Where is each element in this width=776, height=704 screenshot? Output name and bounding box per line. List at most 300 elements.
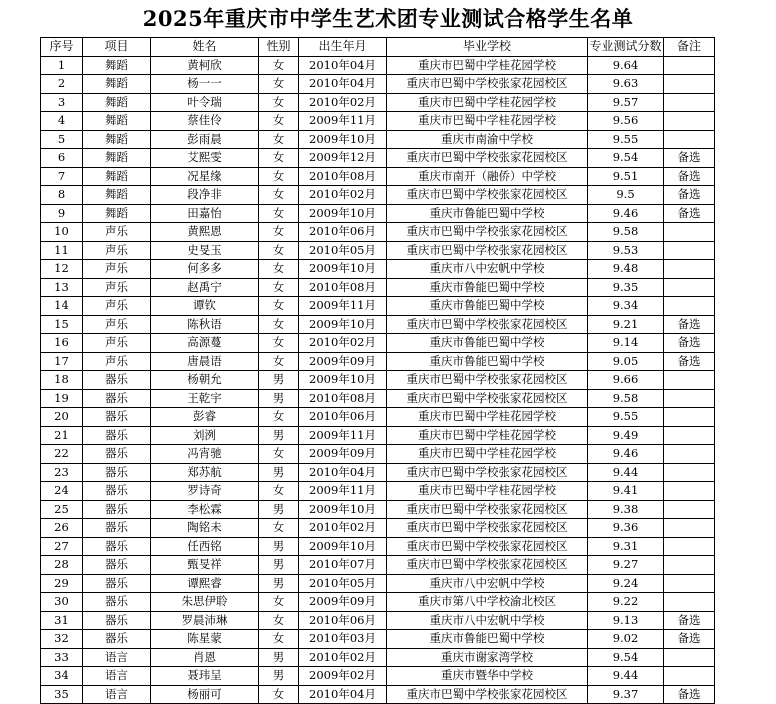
cell-number: 21: [41, 426, 83, 445]
cell-name: 黄熙恩: [151, 223, 259, 242]
document-title: 2025年重庆市中学生艺术团专业测试合格学生名单: [142, 6, 634, 31]
cell-note: 备选: [664, 315, 715, 334]
cell-gender: 女: [259, 93, 299, 112]
cell-note: 备选: [664, 685, 715, 704]
cell-gender: 女: [259, 260, 299, 279]
cell-note: [664, 463, 715, 482]
cell-number: 1: [41, 56, 83, 75]
cell-birth: 2010年05月: [299, 241, 387, 260]
table-row: [41, 685, 715, 704]
cell-score: 9.5: [588, 186, 664, 205]
cell-gender: 男: [259, 426, 299, 445]
cell-number: 11: [41, 241, 83, 260]
table-row: [41, 445, 715, 464]
table-row: [41, 500, 715, 519]
cell-number: 15: [41, 315, 83, 334]
table-row: [41, 56, 715, 75]
cell-number: 35: [41, 685, 83, 704]
cell-score: 9.44: [588, 667, 664, 686]
cell-gender: 女: [259, 167, 299, 186]
cell-school: 重庆市巴蜀中学校张家花园校区: [387, 186, 588, 205]
cell-school: 重庆市巴蜀中学桂花园学校: [387, 482, 588, 501]
cell-gender: 女: [259, 56, 299, 75]
table-row: [41, 537, 715, 556]
cell-item: 声乐: [83, 334, 151, 353]
cell-name: 朱思伊聆: [151, 593, 259, 612]
cell-birth: 2010年05月: [299, 574, 387, 593]
cell-score: 9.55: [588, 408, 664, 427]
cell-number: 5: [41, 130, 83, 149]
cell-school: 重庆市鲁能巴蜀中学校: [387, 204, 588, 223]
cell-note: [664, 56, 715, 75]
cell-number: 23: [41, 463, 83, 482]
cell-gender: 女: [259, 593, 299, 612]
cell-score: 9.66: [588, 371, 664, 390]
cell-number: 31: [41, 611, 83, 630]
cell-name: 甄旻祥: [151, 556, 259, 575]
cell-name: 任西铭: [151, 537, 259, 556]
cell-school: 重庆市巴蜀中学校张家花园校区: [387, 389, 588, 408]
table-row: [41, 75, 715, 94]
cell-number: 6: [41, 149, 83, 168]
cell-note: [664, 241, 715, 260]
cell-name: 彭睿: [151, 408, 259, 427]
cell-school: 重庆市第八中学校渝北校区: [387, 593, 588, 612]
cell-score: 9.35: [588, 278, 664, 297]
cell-score: 9.46: [588, 204, 664, 223]
cell-school: 重庆市八中宏帆中学校: [387, 611, 588, 630]
cell-name: 杨一一: [151, 75, 259, 94]
cell-number: 25: [41, 500, 83, 519]
cell-name: 赵禹宁: [151, 278, 259, 297]
table-row: [41, 593, 715, 612]
cell-gender: 男: [259, 667, 299, 686]
cell-number: 10: [41, 223, 83, 242]
cell-item: 器乐: [83, 371, 151, 390]
cell-item: 器乐: [83, 463, 151, 482]
roster-table: [40, 37, 715, 704]
cell-score: 9.55: [588, 130, 664, 149]
cell-birth: 2009年11月: [299, 297, 387, 316]
cell-item: 舞蹈: [83, 56, 151, 75]
cell-item: 器乐: [83, 537, 151, 556]
cell-item: 舞蹈: [83, 167, 151, 186]
table-row: [41, 112, 715, 131]
cell-number: 2: [41, 75, 83, 94]
cell-score: 9.24: [588, 574, 664, 593]
cell-item: 器乐: [83, 593, 151, 612]
cell-name: 史旻玉: [151, 241, 259, 260]
cell-note: [664, 278, 715, 297]
cell-number: 28: [41, 556, 83, 575]
cell-item: 器乐: [83, 574, 151, 593]
cell-note: [664, 371, 715, 390]
cell-number: 3: [41, 93, 83, 112]
cell-number: 24: [41, 482, 83, 501]
table-body: [41, 56, 715, 704]
table-row: [41, 463, 715, 482]
cell-item: 声乐: [83, 352, 151, 371]
cell-gender: 男: [259, 574, 299, 593]
cell-birth: 2010年08月: [299, 278, 387, 297]
cell-note: 备选: [664, 186, 715, 205]
cell-name: 况星缘: [151, 167, 259, 186]
column-header-name: 姓名: [151, 38, 259, 57]
table-row: [41, 648, 715, 667]
cell-gender: 女: [259, 519, 299, 538]
cell-note: [664, 389, 715, 408]
table-row: [41, 352, 715, 371]
cell-name: 陈星蒙: [151, 630, 259, 649]
cell-number: 17: [41, 352, 83, 371]
cell-score: 9.49: [588, 426, 664, 445]
cell-score: 9.64: [588, 56, 664, 75]
cell-gender: 男: [259, 389, 299, 408]
cell-score: 9.54: [588, 648, 664, 667]
cell-score: 9.34: [588, 297, 664, 316]
cell-item: 声乐: [83, 278, 151, 297]
table-row: [41, 574, 715, 593]
cell-birth: 2009年10月: [299, 204, 387, 223]
cell-score: 9.05: [588, 352, 664, 371]
cell-name: 陶铭未: [151, 519, 259, 538]
cell-score: 9.56: [588, 112, 664, 131]
cell-score: 9.58: [588, 389, 664, 408]
cell-note: 备选: [664, 630, 715, 649]
cell-note: [664, 519, 715, 538]
cell-gender: 女: [259, 186, 299, 205]
table-row: [41, 260, 715, 279]
table-row: [41, 371, 715, 390]
cell-birth: 2010年03月: [299, 630, 387, 649]
cell-item: 舞蹈: [83, 93, 151, 112]
cell-note: 备选: [664, 149, 715, 168]
cell-gender: 女: [259, 278, 299, 297]
cell-school: 重庆市巴蜀中学校张家花园校区: [387, 463, 588, 482]
cell-birth: 2010年04月: [299, 463, 387, 482]
cell-school: 重庆市巴蜀中学桂花园学校: [387, 426, 588, 445]
cell-name: 黄柯欣: [151, 56, 259, 75]
cell-school: 重庆市巴蜀中学校张家花园校区: [387, 223, 588, 242]
cell-gender: 男: [259, 648, 299, 667]
cell-birth: 2009年09月: [299, 445, 387, 464]
cell-note: [664, 556, 715, 575]
cell-item: 舞蹈: [83, 130, 151, 149]
cell-note: [664, 500, 715, 519]
cell-school: 重庆市鲁能巴蜀中学校: [387, 352, 588, 371]
cell-birth: 2009年11月: [299, 482, 387, 501]
cell-number: 22: [41, 445, 83, 464]
cell-name: 冯宵驰: [151, 445, 259, 464]
cell-school: 重庆市八中宏帆中学校: [387, 574, 588, 593]
table-row: [41, 426, 715, 445]
cell-item: 声乐: [83, 260, 151, 279]
cell-number: 9: [41, 204, 83, 223]
table-row: [41, 630, 715, 649]
cell-note: [664, 482, 715, 501]
cell-number: 14: [41, 297, 83, 316]
cell-gender: 女: [259, 445, 299, 464]
cell-birth: 2009年10月: [299, 130, 387, 149]
table-row: [41, 93, 715, 112]
cell-note: [664, 130, 715, 149]
cell-gender: 女: [259, 130, 299, 149]
column-header-score: 专业测试分数: [588, 38, 664, 57]
cell-name: 肖恩: [151, 648, 259, 667]
cell-note: [664, 112, 715, 131]
cell-note: 备选: [664, 352, 715, 371]
cell-number: 13: [41, 278, 83, 297]
cell-number: 29: [41, 574, 83, 593]
cell-score: 9.51: [588, 167, 664, 186]
cell-birth: 2009年02月: [299, 667, 387, 686]
cell-note: 备选: [664, 204, 715, 223]
cell-gender: 男: [259, 371, 299, 390]
cell-note: [664, 297, 715, 316]
cell-score: 9.27: [588, 556, 664, 575]
cell-name: 杨丽可: [151, 685, 259, 704]
cell-birth: 2010年04月: [299, 685, 387, 704]
cell-birth: 2010年06月: [299, 223, 387, 242]
cell-birth: 2009年10月: [299, 537, 387, 556]
cell-note: [664, 445, 715, 464]
cell-item: 器乐: [83, 500, 151, 519]
cell-score: 9.21: [588, 315, 664, 334]
cell-number: 27: [41, 537, 83, 556]
cell-score: 9.46: [588, 445, 664, 464]
cell-item: 舞蹈: [83, 75, 151, 94]
cell-gender: 女: [259, 223, 299, 242]
cell-item: 舞蹈: [83, 149, 151, 168]
table-row: [41, 278, 715, 297]
table-row: [41, 519, 715, 538]
cell-item: 声乐: [83, 315, 151, 334]
cell-score: 9.48: [588, 260, 664, 279]
cell-school: 重庆市巴蜀中学校张家花园校区: [387, 519, 588, 538]
cell-score: 9.14: [588, 334, 664, 353]
cell-note: [664, 648, 715, 667]
cell-birth: 2009年10月: [299, 260, 387, 279]
cell-item: 器乐: [83, 630, 151, 649]
cell-birth: 2010年06月: [299, 408, 387, 427]
cell-school: 重庆市巴蜀中学校张家花园校区: [387, 371, 588, 390]
cell-name: 聂玮呈: [151, 667, 259, 686]
cell-name: 谭钦: [151, 297, 259, 316]
cell-school: 重庆市鲁能巴蜀中学校: [387, 297, 588, 316]
cell-birth: 2010年02月: [299, 648, 387, 667]
cell-gender: 女: [259, 241, 299, 260]
table-header-row: [41, 38, 715, 57]
cell-school: 重庆市巴蜀中学校张家花园校区: [387, 556, 588, 575]
cell-item: 器乐: [83, 611, 151, 630]
cell-birth: 2010年02月: [299, 93, 387, 112]
cell-item: 舞蹈: [83, 112, 151, 131]
cell-school: 重庆市南渝中学校: [387, 130, 588, 149]
cell-item: 器乐: [83, 482, 151, 501]
cell-gender: 女: [259, 630, 299, 649]
table-row: [41, 149, 715, 168]
cell-score: 9.22: [588, 593, 664, 612]
table-row: [41, 130, 715, 149]
cell-number: 16: [41, 334, 83, 353]
cell-school: 重庆市巴蜀中学桂花园学校: [387, 445, 588, 464]
cell-birth: 2009年11月: [299, 426, 387, 445]
table-row: [41, 315, 715, 334]
cell-birth: 2009年09月: [299, 593, 387, 612]
cell-birth: 2009年11月: [299, 112, 387, 131]
cell-name: 郑苏航: [151, 463, 259, 482]
cell-item: 语言: [83, 648, 151, 667]
cell-number: 4: [41, 112, 83, 131]
cell-item: 声乐: [83, 297, 151, 316]
cell-gender: 男: [259, 556, 299, 575]
cell-gender: 女: [259, 611, 299, 630]
cell-note: [664, 667, 715, 686]
cell-number: 34: [41, 667, 83, 686]
cell-birth: 2010年07月: [299, 556, 387, 575]
cell-item: 舞蹈: [83, 186, 151, 205]
cell-school: 重庆市巴蜀中学校张家花园校区: [387, 149, 588, 168]
table-row: [41, 204, 715, 223]
cell-gender: 男: [259, 537, 299, 556]
table-row: [41, 389, 715, 408]
cell-gender: 女: [259, 685, 299, 704]
cell-score: 9.13: [588, 611, 664, 630]
cell-score: 9.53: [588, 241, 664, 260]
column-header-number: 序号: [41, 38, 83, 57]
table-row: [41, 223, 715, 242]
column-header-note: 备注: [664, 38, 715, 57]
cell-birth: 2010年08月: [299, 167, 387, 186]
cell-name: 叶令瑞: [151, 93, 259, 112]
table-row: [41, 334, 715, 353]
cell-item: 舞蹈: [83, 204, 151, 223]
cell-school: 重庆市巴蜀中学校张家花园校区: [387, 75, 588, 94]
cell-school: 重庆市巴蜀中学桂花园学校: [387, 56, 588, 75]
cell-note: [664, 537, 715, 556]
cell-name: 彭雨晨: [151, 130, 259, 149]
cell-number: 30: [41, 593, 83, 612]
cell-item: 器乐: [83, 389, 151, 408]
cell-school: 重庆市南开（融侨）中学校: [387, 167, 588, 186]
cell-gender: 女: [259, 408, 299, 427]
cell-school: 重庆市鲁能巴蜀中学校: [387, 630, 588, 649]
cell-name: 罗诗奇: [151, 482, 259, 501]
cell-number: 19: [41, 389, 83, 408]
cell-item: 声乐: [83, 241, 151, 260]
table-row: [41, 186, 715, 205]
table-row: [41, 297, 715, 316]
cell-score: 9.57: [588, 93, 664, 112]
cell-birth: 2010年04月: [299, 56, 387, 75]
cell-school: 重庆市巴蜀中学校张家花园校区: [387, 500, 588, 519]
cell-note: 备选: [664, 611, 715, 630]
cell-birth: 2010年08月: [299, 389, 387, 408]
cell-gender: 女: [259, 149, 299, 168]
cell-school: 重庆市鲁能巴蜀中学校: [387, 278, 588, 297]
cell-number: 20: [41, 408, 83, 427]
cell-school: 重庆市谢家湾学校: [387, 648, 588, 667]
cell-gender: 女: [259, 75, 299, 94]
cell-score: 9.44: [588, 463, 664, 482]
table-row: [41, 408, 715, 427]
cell-score: 9.41: [588, 482, 664, 501]
cell-number: 8: [41, 186, 83, 205]
cell-birth: 2009年12月: [299, 149, 387, 168]
cell-school: 重庆市八中宏帆中学校: [387, 260, 588, 279]
column-header-gender: 性别: [259, 38, 299, 57]
cell-birth: 2010年02月: [299, 334, 387, 353]
table-row: [41, 556, 715, 575]
column-header-birth: 出生年月: [299, 38, 387, 57]
cell-score: 9.58: [588, 223, 664, 242]
cell-name: 高源蔓: [151, 334, 259, 353]
cell-item: 器乐: [83, 426, 151, 445]
cell-name: 蔡佳伶: [151, 112, 259, 131]
table-row: [41, 611, 715, 630]
cell-name: 段净非: [151, 186, 259, 205]
cell-item: 器乐: [83, 445, 151, 464]
cell-score: 9.31: [588, 537, 664, 556]
cell-item: 语言: [83, 667, 151, 686]
cell-note: [664, 426, 715, 445]
cell-name: 陈秋语: [151, 315, 259, 334]
cell-name: 艾熙雯: [151, 149, 259, 168]
table-row: [41, 667, 715, 686]
cell-name: 唐晨语: [151, 352, 259, 371]
table-row: [41, 167, 715, 186]
cell-name: 刘洌: [151, 426, 259, 445]
cell-school: 重庆市暨华中学校: [387, 667, 588, 686]
cell-name: 罗晨沛琳: [151, 611, 259, 630]
cell-score: 9.02: [588, 630, 664, 649]
cell-score: 9.37: [588, 685, 664, 704]
cell-birth: 2009年10月: [299, 371, 387, 390]
cell-birth: 2009年10月: [299, 500, 387, 519]
cell-name: 田嘉怡: [151, 204, 259, 223]
cell-number: 18: [41, 371, 83, 390]
cell-school: 重庆市巴蜀中学校张家花园校区: [387, 315, 588, 334]
cell-birth: 2009年10月: [299, 315, 387, 334]
table-row: [41, 241, 715, 260]
cell-score: 9.63: [588, 75, 664, 94]
cell-birth: 2010年02月: [299, 519, 387, 538]
cell-gender: 女: [259, 112, 299, 131]
cell-name: 王乾宇: [151, 389, 259, 408]
cell-note: [664, 75, 715, 94]
cell-note: [664, 260, 715, 279]
cell-gender: 女: [259, 204, 299, 223]
cell-gender: 女: [259, 352, 299, 371]
cell-score: 9.54: [588, 149, 664, 168]
cell-number: 7: [41, 167, 83, 186]
cell-name: 何多多: [151, 260, 259, 279]
cell-note: [664, 93, 715, 112]
cell-item: 器乐: [83, 408, 151, 427]
cell-gender: 女: [259, 334, 299, 353]
cell-school: 重庆市巴蜀中学校张家花园校区: [387, 241, 588, 260]
cell-school: 重庆市巴蜀中学校张家花园校区: [387, 685, 588, 704]
cell-school: 重庆市巴蜀中学桂花园学校: [387, 112, 588, 131]
cell-item: 声乐: [83, 223, 151, 242]
cell-birth: 2010年04月: [299, 75, 387, 94]
cell-score: 9.38: [588, 500, 664, 519]
cell-note: 备选: [664, 334, 715, 353]
cell-name: 李松霖: [151, 500, 259, 519]
cell-number: 33: [41, 648, 83, 667]
cell-name: 谭熙睿: [151, 574, 259, 593]
cell-note: [664, 223, 715, 242]
